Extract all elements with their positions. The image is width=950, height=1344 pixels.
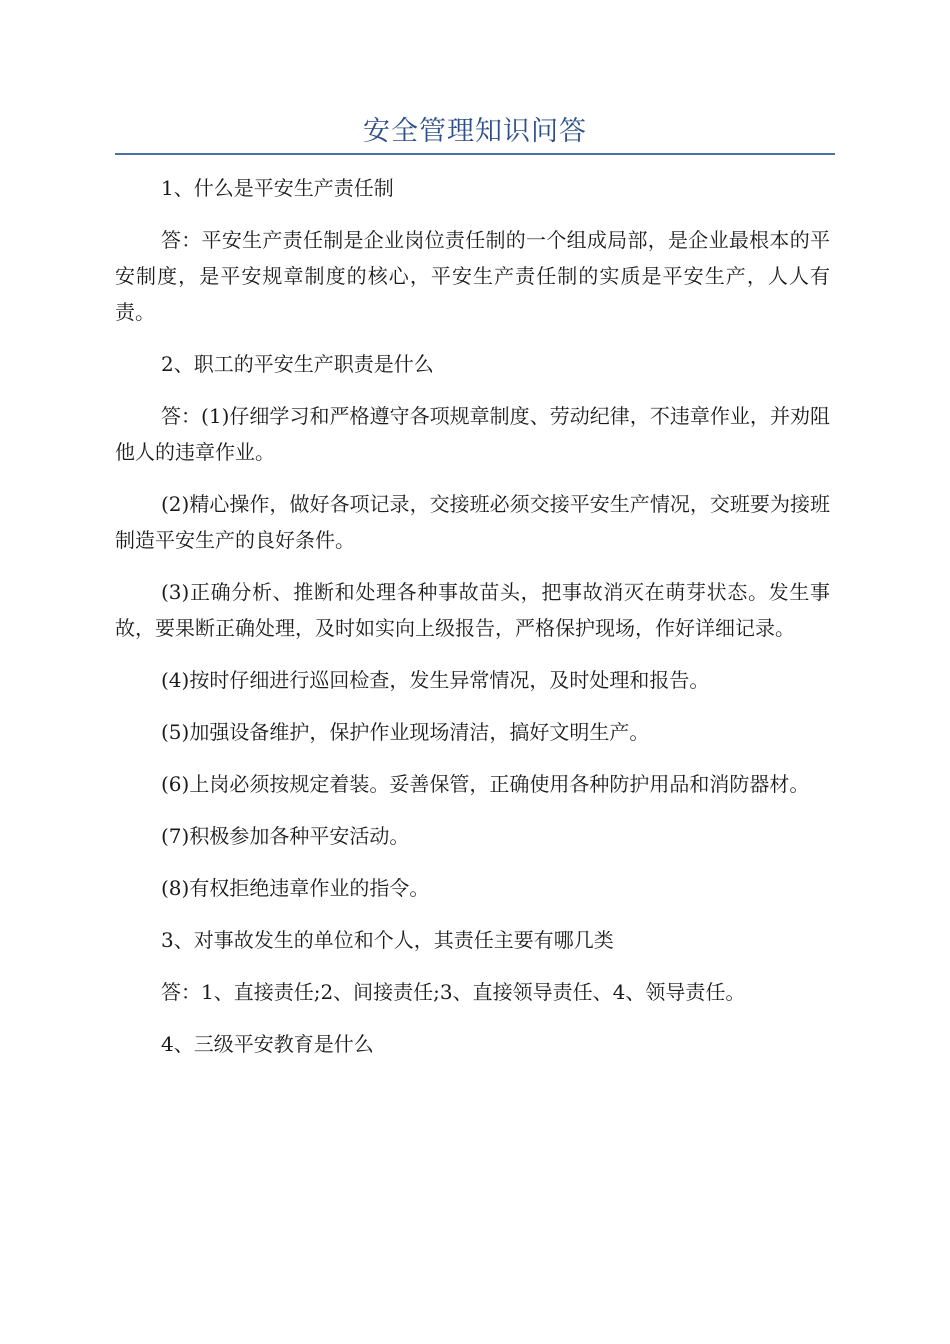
- title-underline: [115, 153, 835, 155]
- answer-paragraph: 答：(1)仔细学习和严格遵守各项规章制度、劳动纪律，不违章作业，并劝阻他人的违章作业。: [115, 404, 830, 464]
- question-heading: 4、三级平安教育是什么: [161, 1032, 374, 1056]
- answer-item: (6)上岗必须按规定着装。妥善保管，正确使用各种防护用品和消防器材。: [161, 772, 810, 796]
- question-heading: 1、什么是平安生产责任制: [161, 176, 394, 200]
- page-title: 安全管理知识问答: [363, 116, 587, 147]
- question-heading: 2、职工的平安生产职责是什么: [161, 352, 434, 376]
- answer-paragraph: 答：1、直接责任;2、间接责任;3、直接领导责任、4、领导责任。: [161, 980, 746, 1004]
- answer-item: (8)有权拒绝违章作业的指令。: [161, 876, 430, 900]
- answer-item: (3)正确分析、推断和处理各种事故苗头，把事故消灭在萌芽状态。发生事故，要果断正确处理，及时如实向上级报告，严格保护现场，作好详细记录。: [115, 580, 830, 640]
- question-heading: 3、对事故发生的单位和个人，其责任主要有哪几类: [161, 928, 614, 952]
- answer-paragraph: 答：平安生产责任制是企业岗位责任制的一个组成局部，是企业最根本的平安制度，是平安规章制度的核心，平安生产责任制的实质是平安生产，人人有责。: [115, 228, 830, 324]
- document-body: [115, 170, 830, 1078]
- answer-item: (5)加强设备维护，保护作业现场清洁，搞好文明生产。: [161, 720, 650, 744]
- answer-item: (7)积极参加各种平安活动。: [161, 824, 410, 848]
- answer-item: (4)按时仔细进行巡回检查，发生异常情况，及时处理和报告。: [161, 668, 710, 692]
- answer-item: (2)精心操作，做好各项记录，交接班必须交接平安生产情况，交班要为接班制造平安生产的良好条件。: [115, 492, 830, 552]
